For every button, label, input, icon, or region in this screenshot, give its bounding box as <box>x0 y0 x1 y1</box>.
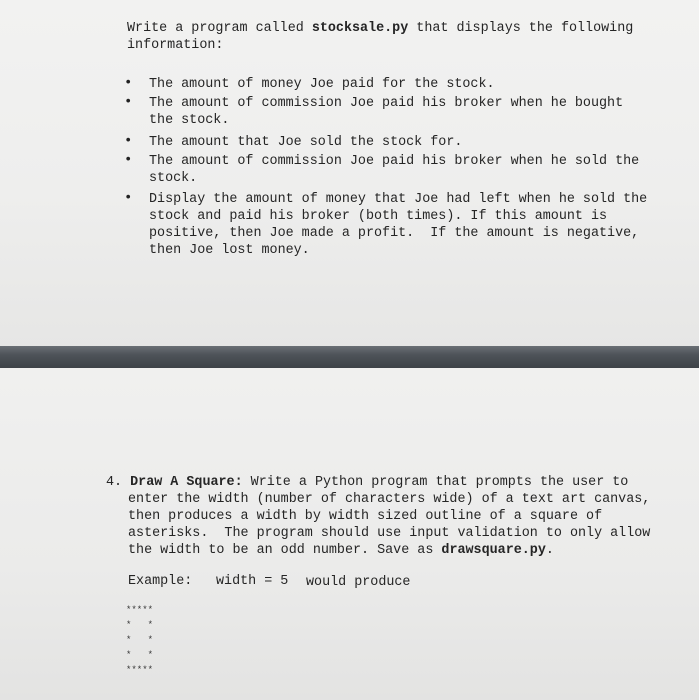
problem-4-line-2: enter the width (number of characters wide) of a text art canvas, <box>128 492 651 507</box>
problem-4-line-5 <box>128 542 554 560</box>
example-label: Example: <box>128 574 193 589</box>
intro-text-pre: Write a program called <box>127 21 312 36</box>
example-value: width = 5 <box>216 574 289 589</box>
intro-line-1 <box>127 20 633 38</box>
bullet-5-line-2: stock and paid his broker (both times). If this amount is <box>149 209 608 224</box>
ascii-art-row: ***** <box>126 605 154 615</box>
intro-filename: stocksale.py <box>311 21 409 36</box>
problem-4-line-1 <box>106 474 628 492</box>
bullet-5-line-4: then Joe lost money. <box>149 243 310 258</box>
ascii-art-row: * * <box>126 620 154 630</box>
problem-4-line-4: asterisks. The program should use input validation to only allow <box>128 526 651 541</box>
bullet-3-line-1: The amount that Joe sold the stock for. <box>149 135 463 150</box>
bullet-2-line-2: the stock. <box>149 113 230 128</box>
ascii-art-row: ***** <box>126 665 154 675</box>
bullet-4-line-1: The amount of commission Joe paid his broker when he sold the <box>149 154 640 169</box>
example-suffix: would produce <box>306 575 411 590</box>
page-divider-bar <box>0 346 699 368</box>
problem-line-5-text: the width to be an odd number. Save as <box>128 543 442 558</box>
bullet-marker: • <box>124 75 133 91</box>
intro-text-post: that displays the following <box>408 21 634 36</box>
problem-title: Draw A Square: <box>130 475 243 490</box>
bullet-marker: • <box>124 190 133 206</box>
problem-line-1-text: Write a Python program that prompts the user to <box>242 475 629 490</box>
problem-filename: drawsquare.py <box>441 543 546 558</box>
bullet-5-line-3: positive, then Joe made a profit. If the amount is negative, <box>149 226 640 241</box>
bullet-5-line-1: Display the amount of money that Joe had left when he sold the <box>149 192 648 207</box>
bullet-marker: • <box>124 133 133 149</box>
bullet-4-line-2: stock. <box>149 171 198 186</box>
bullet-marker: • <box>124 94 133 110</box>
problem-line-5-end: . <box>545 543 554 558</box>
intro-line-2: information: <box>127 38 224 53</box>
bullet-1-line-1: The amount of money Joe paid for the stock. <box>149 77 495 92</box>
bullet-2-line-1: The amount of commission Joe paid his broker when he bought <box>149 96 624 111</box>
ascii-art-row: * * <box>126 650 154 660</box>
problem-number: 4. <box>106 475 123 490</box>
ascii-art-row: * * <box>126 635 154 645</box>
problem-4-line-3: then produces a width by width sized outline of a square of <box>128 509 603 524</box>
bullet-marker: • <box>124 152 133 168</box>
